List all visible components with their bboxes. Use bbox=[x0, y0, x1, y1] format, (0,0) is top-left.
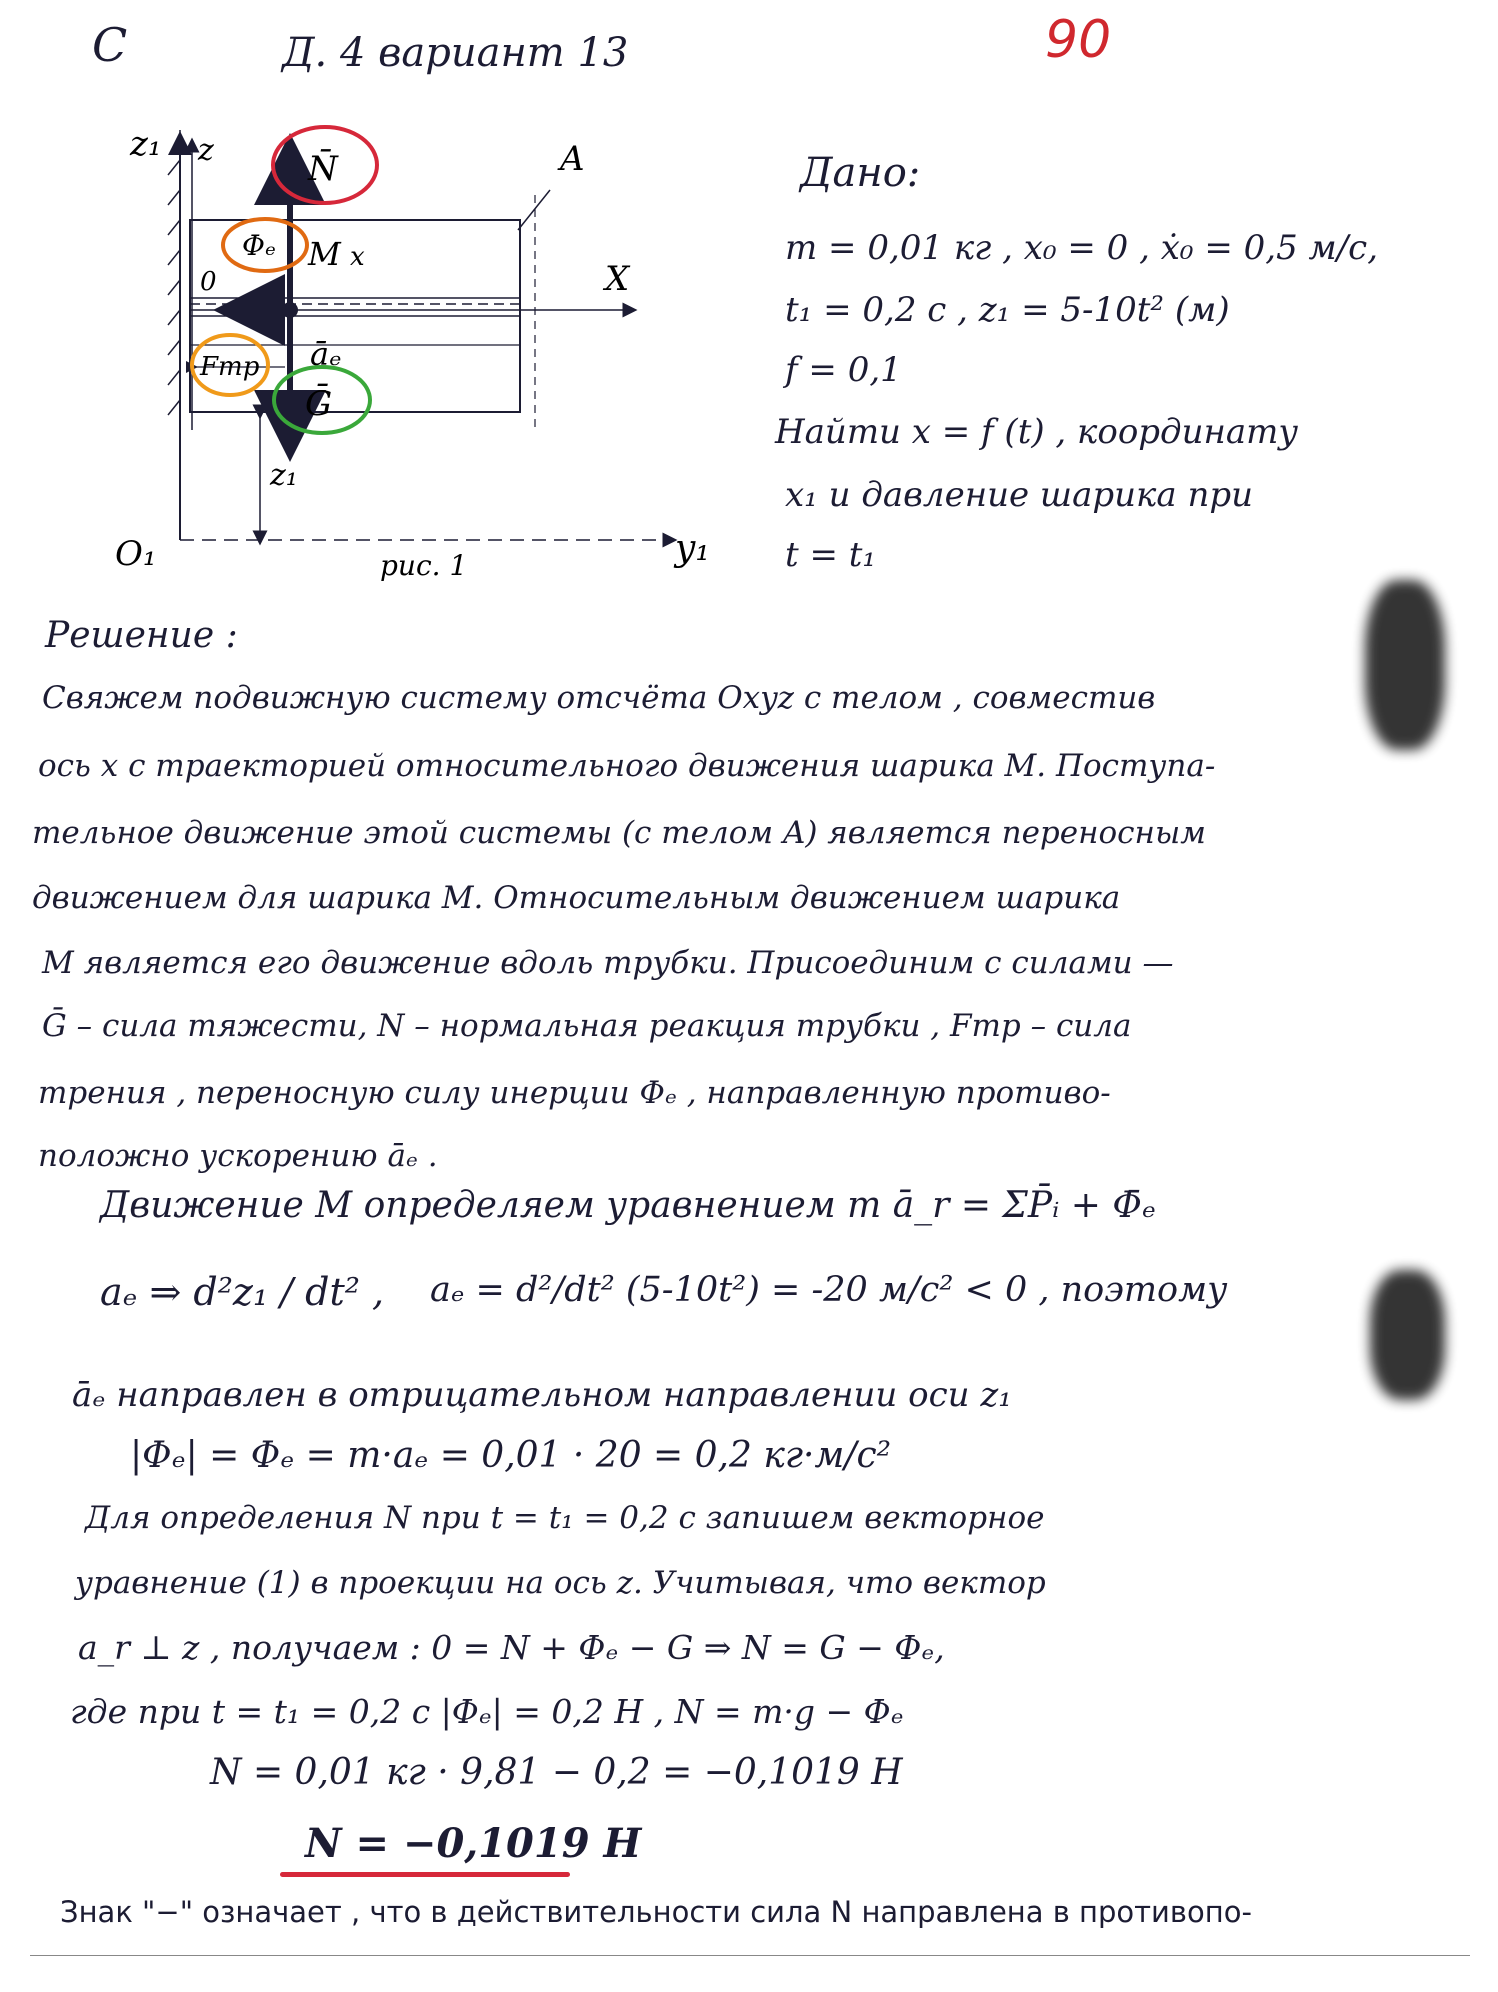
label-O: 0 bbox=[200, 267, 217, 297]
scan-smudge-bottom bbox=[1370, 1270, 1445, 1400]
solution-heading: Решение : bbox=[45, 615, 238, 656]
given-line-4: Найти x = f (t) , координату bbox=[775, 412, 1299, 452]
solution-line-11: a_r ⊥ z , получаем : 0 = N + Φₑ − G ⇒ N = G − Φₑ, bbox=[78, 1628, 945, 1667]
answer-underline bbox=[280, 1872, 570, 1877]
label-z1-mid: z₁ bbox=[270, 458, 298, 493]
solution-line-8: положно ускорению āₑ . bbox=[38, 1138, 438, 1174]
label-Phi: Φₑ bbox=[242, 229, 276, 262]
solution-line-9: Для определения N при t = t₁ = 0,2 с запишем векторное bbox=[85, 1500, 1045, 1536]
solution-line-7: трения , переносную силу инерции Φₑ , направленную противо- bbox=[38, 1075, 1111, 1111]
label-O1: O₁ bbox=[115, 534, 157, 574]
figure-caption: рис. 1 bbox=[380, 549, 468, 582]
given-heading: Дано: bbox=[800, 150, 921, 196]
given-line-6: t = t₁ bbox=[785, 535, 877, 575]
label-N: N̄ bbox=[308, 149, 338, 189]
equation-ae-value: aₑ = d²/dt² (5-10t²) = -20 м/с² < 0 , поэтому bbox=[430, 1270, 1228, 1310]
equation-phi: |Φₑ| = Φₑ = m·aₑ = 0,01 · 20 = 0,2 кг·м/с² bbox=[130, 1435, 892, 1476]
solution-line-6: Ḡ – сила тяжести, N – нормальная реакция трубки , Fтр – сила bbox=[42, 1008, 1132, 1044]
given-line-3: f = 0,1 bbox=[785, 350, 902, 390]
figure-diagram bbox=[115, 120, 890, 590]
solution-line-5: M является его движение вдоль трубки. Присоединим с силами — bbox=[42, 945, 1174, 981]
label-y1: y₁ bbox=[675, 528, 710, 569]
solution-line-12: где при t = t₁ = 0,2 с |Φₑ| = 0,2 Н , N = m·g − Φₑ bbox=[70, 1692, 904, 1731]
equation-motion: Движение M определяем уравнением m ā_r = ΣP̄ᵢ + Φ̄ₑ bbox=[100, 1185, 1156, 1226]
label-X: X bbox=[605, 259, 630, 299]
label-G: Ḡ bbox=[305, 384, 333, 424]
ball-M bbox=[282, 302, 298, 318]
equation-N-value: N = 0,01 кг · 9,81 − 0,2 = −0,1019 Н bbox=[210, 1752, 903, 1793]
solution-last-line: Знак "−" означает , что в действительности сила N направлена в противопо- bbox=[60, 1895, 1252, 1929]
label-Ftr: Fтр bbox=[200, 352, 260, 382]
label-x-small: x bbox=[350, 242, 365, 272]
equation-ae-def: aₑ ⇒ d²z₁ / dt² , bbox=[100, 1270, 385, 1314]
given-line-1: m = 0,01 кг , x₀ = 0 , ẋ₀ = 0,5 м/с, bbox=[785, 228, 1379, 268]
wall-hatching bbox=[168, 130, 180, 540]
solution-line-10: уравнение (1) в проекции на ось z. Учитывая, что вектор bbox=[75, 1565, 1046, 1601]
grade-mark: 90 bbox=[1045, 10, 1112, 70]
label-z1: z₁ bbox=[130, 124, 162, 164]
solution-line-1: Свяжем подвижную систему отсчёта Oxyz с телом , совместив bbox=[42, 680, 1156, 716]
answer-N: N = −0,1019 Н bbox=[305, 1820, 642, 1867]
solution-line-3: тельное движение этой системы (с телом A) является переносным bbox=[32, 815, 1206, 851]
corner-mark: C bbox=[92, 18, 128, 72]
scan-smudge-top bbox=[1365, 580, 1445, 750]
given-line-5: x₁ и давление шарика при bbox=[785, 475, 1253, 515]
label-A: A bbox=[560, 139, 585, 179]
solution-line-2: ось x с траекторией относительного движения шарика M. Поступа- bbox=[38, 748, 1216, 784]
equation-ae-direction: āₑ направлен в отрицательном направлении оси z₁ bbox=[72, 1375, 1012, 1415]
page-title: Д. 4 вариант 13 bbox=[282, 30, 629, 76]
label-ae: āₑ bbox=[310, 335, 342, 373]
solution-line-4: движением для шарика M. Относительным движением шарика bbox=[32, 880, 1121, 916]
given-line-2: t₁ = 0,2 с , z₁ = 5-10t² (м) bbox=[785, 290, 1230, 330]
label-M: M bbox=[308, 235, 341, 273]
label-z: z bbox=[198, 133, 214, 168]
page-bottom-rule bbox=[30, 1955, 1470, 1956]
